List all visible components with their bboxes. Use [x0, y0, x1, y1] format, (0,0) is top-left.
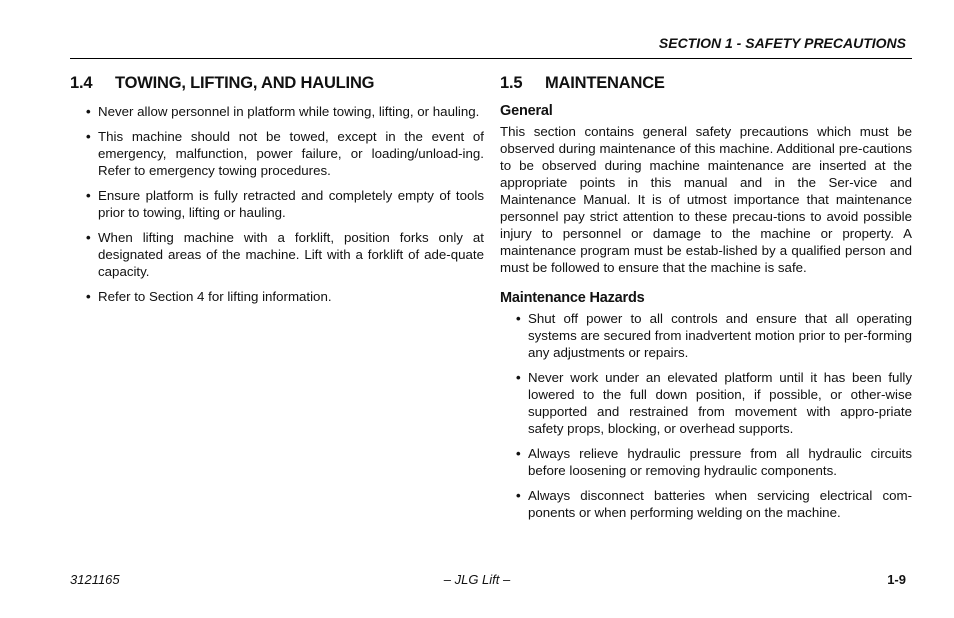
right-column: [500, 74, 912, 529]
towing-bullet-list: [70, 103, 484, 305]
section-title: TOWING, LIFTING, AND HAULING: [115, 74, 375, 92]
list-item-text: Always disconnect batteries when servicing electrical com-ponents or when performing welding on the machine.: [528, 488, 912, 520]
list-item-text: When lifting machine with a forklift, position forks only at designated areas of the machine. Lift with a forklift of ade-quate capacity.: [98, 230, 484, 279]
list-item: [70, 288, 484, 305]
list-item: [500, 445, 912, 479]
list-item: [70, 103, 484, 120]
footer-doc-number: 3121165: [70, 572, 120, 587]
bullet-icon: •: [86, 230, 91, 245]
bullet-icon: •: [86, 129, 91, 144]
bullet-icon: •: [86, 188, 91, 203]
section-number: 1.5: [500, 74, 523, 92]
list-item-text: Never work under an elevated platform until it has been fully lowered to the full down position, if possible, or other-wise supported and restrained from movement with appro-priate safety props, blocking, or overhead supports.: [528, 370, 912, 436]
bullet-icon: •: [516, 311, 521, 326]
list-item: [500, 487, 912, 521]
page-number: 1-9: [887, 572, 906, 587]
section-header-title: SECTION 1 - SAFETY PRECAUTIONS: [658, 35, 906, 51]
list-item: [70, 187, 484, 221]
section-number: 1.4: [70, 74, 93, 92]
section-heading-towing: [70, 74, 484, 93]
bullet-icon: •: [86, 289, 91, 304]
subheading-maintenance-hazards: Maintenance Hazards: [500, 290, 645, 306]
list-item-text: This machine should not be towed, except in the event of emergency, malfunction, power failure, or loading/unload-ing. Refer to emergency towing procedures.: [98, 129, 484, 178]
list-item-text: Never allow personnel in platform while towing, lifting, or hauling.: [98, 104, 480, 119]
hazards-bullet-list: [500, 310, 912, 521]
list-item-text: Refer to Section 4 for lifting information.: [98, 289, 332, 304]
section-heading-maintenance: [500, 74, 912, 93]
bullet-icon: •: [516, 446, 521, 461]
list-item: [500, 369, 912, 437]
left-column: [70, 74, 484, 313]
list-item-text: Always relieve hydraulic pressure from all hydraulic circuits before loosening or removing hydraulic components.: [528, 446, 912, 478]
subheading-general: General: [500, 103, 553, 119]
header-divider: [70, 58, 912, 59]
bullet-icon: •: [516, 488, 521, 503]
list-item: [70, 229, 484, 280]
general-paragraph: This section contains general safety precautions which must be observed during maintenance of this machine. Additional pre-cautions to be observed during machine maintenance are inserted at the appropriate points in this manual and in the Ser-vice and Maintenance Manual. It is of utmost importance that maintenance personnel pay strict attention to these precau-tions to avoid possible injury to personnel or damage to the machine or property. A maintenance program must be estab-lished by a qualified person and must be followed to ensure that the machine is safe.: [500, 124, 912, 275]
section-title: MAINTENANCE: [545, 74, 665, 92]
list-item: [70, 128, 484, 179]
list-item: [500, 310, 912, 361]
bullet-icon: •: [86, 104, 91, 119]
list-item-text: Shut off power to all controls and ensure that all operating systems are secured from inadvertent motion prior to per-forming any adjustments or repairs.: [528, 311, 912, 360]
list-item-text: Ensure platform is fully retracted and completely empty of tools prior to towing, lifting or hauling.: [98, 188, 484, 220]
bullet-icon: •: [516, 370, 521, 385]
footer-brand: – JLG Lift –: [443, 572, 511, 587]
